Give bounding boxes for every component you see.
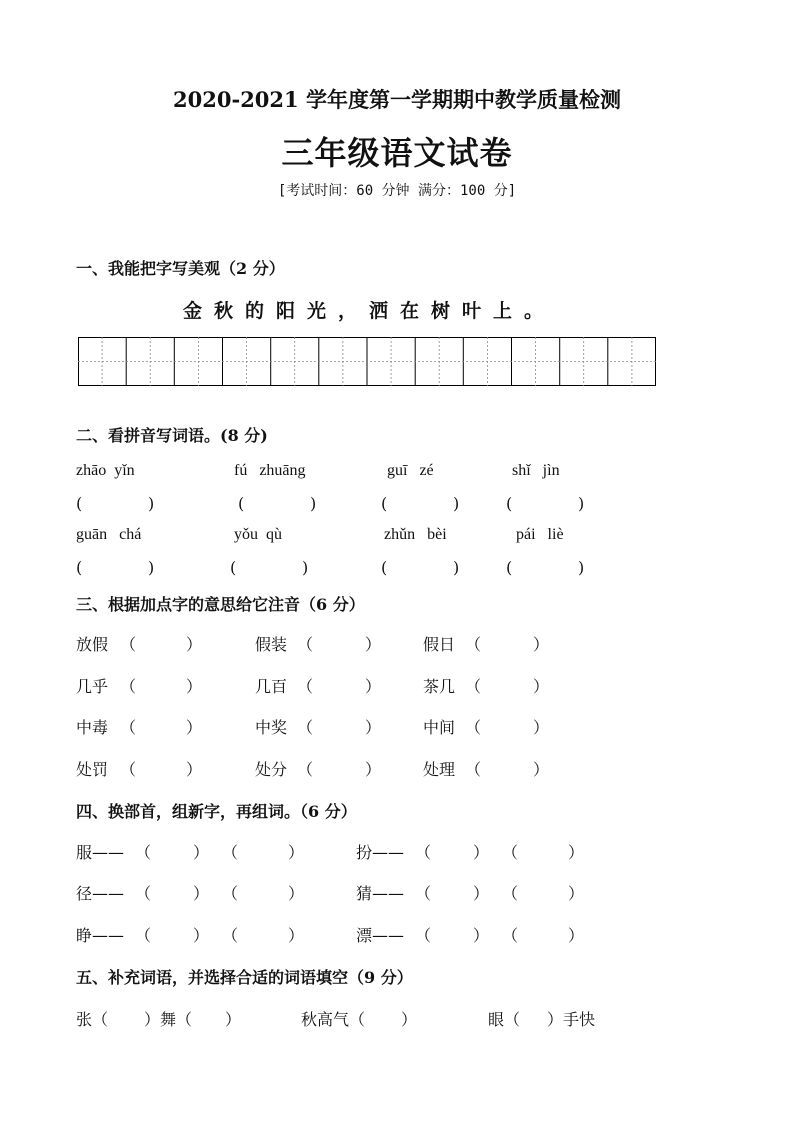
word-item: 处罚 — [76, 760, 109, 779]
pinyin-2: fú zhuāng — [234, 462, 306, 479]
answer-paren-open: ( — [76, 494, 83, 513]
paren-close: ） — [193, 926, 210, 945]
paren-close: ） — [365, 760, 382, 779]
pinyin-3: guī zé — [387, 462, 434, 479]
answer-paren-open: ( — [238, 494, 245, 513]
paren-open: （ — [465, 635, 482, 654]
radical-item: 径—— — [76, 884, 125, 903]
pinyin-4: shǐ jìn — [512, 462, 560, 479]
word-item: 几乎 — [76, 677, 109, 696]
paren-close: ） — [533, 635, 550, 654]
pinyin-5: guān chá — [76, 526, 142, 543]
radical-item: 猜—— — [356, 884, 405, 903]
radical-item: 服—— — [76, 843, 125, 862]
word-item: 茶几 — [423, 677, 456, 696]
paren-close: ） — [365, 677, 382, 696]
paren-close: ） — [473, 884, 490, 903]
idiom-part: 眼（ — [488, 1010, 521, 1029]
word-item: 假装 — [255, 635, 288, 654]
paren-open: （ — [502, 926, 519, 945]
idiom-part: 张（ — [76, 1010, 109, 1029]
paren-open: （ — [502, 843, 519, 862]
paren-close: ） — [193, 843, 210, 862]
paren-open: （ — [465, 718, 482, 737]
sentence-char: 的 — [245, 300, 265, 322]
paren-close: ） — [473, 843, 490, 862]
word-item: 放假 — [76, 635, 109, 654]
sentence-char: ， — [338, 300, 358, 322]
paren-open: （ — [297, 760, 314, 779]
paren-close: ） — [533, 677, 550, 696]
answer-paren-close: ) — [148, 494, 155, 513]
sentence-char: 秋 — [214, 300, 234, 322]
section-4-title: 四、换部首，组新字，再组词。（6 分） — [76, 802, 357, 821]
sentence-char: 阳 — [276, 300, 296, 322]
sentence-char: 。 — [524, 300, 544, 322]
paren-close: ） — [533, 718, 550, 737]
sentence-char: 金 — [183, 300, 203, 322]
paren-open: （ — [120, 760, 137, 779]
section-1-title: 一、我能把字写美观（2 分） — [76, 259, 285, 278]
paren-open: （ — [135, 926, 152, 945]
idiom-part: ） — [225, 1010, 242, 1029]
pinyin-6: yǒu qù — [234, 526, 282, 543]
answer-paren-close: ) — [453, 494, 460, 513]
paren-close: ） — [473, 926, 490, 945]
paren-open: （ — [415, 884, 432, 903]
radical-item: 漂—— — [356, 926, 405, 945]
paren-open: （ — [120, 677, 137, 696]
paren-open: （ — [120, 635, 137, 654]
paren-open: （ — [465, 760, 482, 779]
sentence-char: 树 — [431, 300, 451, 322]
pinyin-8: pái liè — [516, 526, 564, 543]
idiom-part: ） — [401, 1010, 418, 1029]
paren-close: ） — [288, 843, 305, 862]
idiom-part: ）手快 — [547, 1010, 596, 1029]
sentence-char: 上 — [493, 300, 513, 322]
paren-close: ） — [288, 884, 305, 903]
word-item: 中间 — [423, 718, 456, 737]
paren-open: （ — [120, 718, 137, 737]
paren-open: （ — [222, 926, 239, 945]
paren-close: ） — [288, 926, 305, 945]
paren-close: ） — [365, 718, 382, 737]
paren-close: ） — [186, 677, 203, 696]
pinyin-7: zhǔn bèi — [384, 526, 447, 543]
sentence-char: 光 — [307, 300, 327, 322]
paren-open: （ — [297, 718, 314, 737]
paren-close: ） — [186, 718, 203, 737]
answer-paren-open: ( — [506, 494, 513, 513]
word-item: 处理 — [423, 760, 456, 779]
word-item: 几百 — [255, 677, 288, 696]
paren-close: ） — [533, 760, 550, 779]
pinyin-1: zhāo yǐn — [76, 462, 135, 479]
page-title: 三年级语文试卷 — [281, 134, 513, 172]
sentence-char: 在 — [400, 300, 420, 322]
answer-paren-close: ) — [578, 558, 585, 577]
answer-paren-close: ) — [578, 494, 585, 513]
paren-open: （ — [297, 635, 314, 654]
answer-paren-open: ( — [76, 558, 83, 577]
answer-paren-close: ) — [453, 558, 460, 577]
idiom-part: 秋高气（ — [301, 1010, 366, 1029]
paren-open: （ — [222, 884, 239, 903]
answer-paren-open: ( — [381, 494, 388, 513]
paren-close: ） — [568, 884, 585, 903]
section-2-title: 二、看拼音写词语。(8 分) — [76, 426, 268, 445]
copy-sentence — [183, 296, 555, 323]
section-5-title: 五、补充词语，并选择合适的词语填空（9 分） — [76, 968, 413, 987]
exam-info: [考试时间：60 分钟 满分：100 分] — [277, 183, 517, 199]
paren-close: ） — [186, 760, 203, 779]
paren-open: （ — [502, 884, 519, 903]
word-item: 处分 — [255, 760, 288, 779]
answer-paren-close: ) — [310, 494, 317, 513]
sentence-char: 叶 — [462, 300, 482, 322]
word-item: 中奖 — [255, 718, 288, 737]
answer-paren-close: ) — [302, 558, 309, 577]
paren-open: （ — [415, 926, 432, 945]
paren-close: ） — [186, 635, 203, 654]
paren-close: ） — [193, 884, 210, 903]
paren-open: （ — [222, 843, 239, 862]
paren-close: ） — [365, 635, 382, 654]
answer-paren-close: ) — [148, 558, 155, 577]
answer-paren-open: ( — [230, 558, 237, 577]
exam-header: 2020-2021 学年度第一学期期中教学质量检测 — [173, 87, 621, 112]
paren-open: （ — [415, 843, 432, 862]
sentence-char: 洒 — [369, 300, 389, 322]
idiom-part: ）舞（ — [144, 1010, 193, 1029]
paren-close: ） — [568, 843, 585, 862]
section-3-title: 三、根据加点字的意思给它注音（6 分） — [76, 595, 365, 614]
paren-close: ） — [568, 926, 585, 945]
answer-paren-open: ( — [381, 558, 388, 577]
radical-item: 扮—— — [356, 843, 405, 862]
paren-open: （ — [135, 843, 152, 862]
paren-open: （ — [297, 677, 314, 696]
radical-item: 睁—— — [76, 926, 125, 945]
answer-paren-open: ( — [506, 558, 513, 577]
writing-grid[interactable] — [78, 337, 656, 386]
word-item: 假日 — [423, 635, 456, 654]
paren-open: （ — [465, 677, 482, 696]
word-item: 中毒 — [76, 718, 109, 737]
paren-open: （ — [135, 884, 152, 903]
